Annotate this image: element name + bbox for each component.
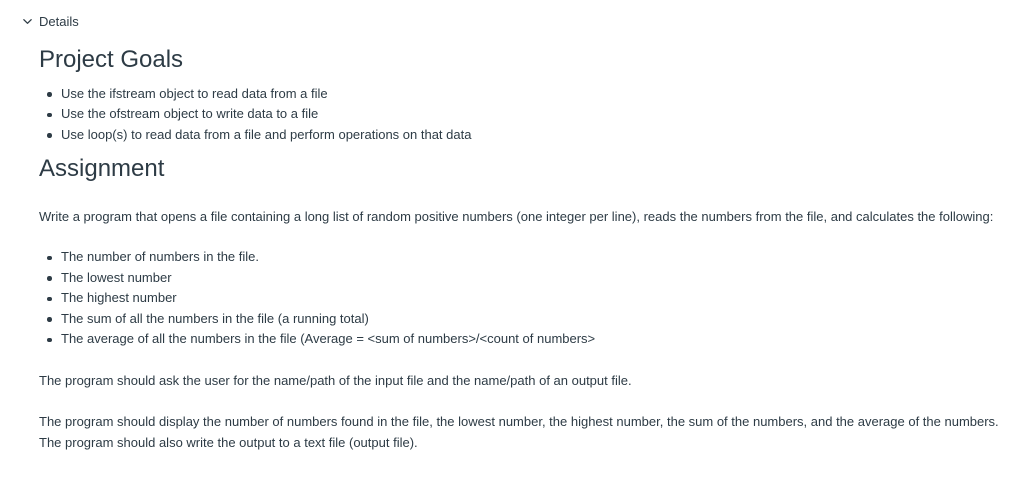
input-output-paragraph: The program should ask the user for the name/path of the input file and the name/path of an output file. [39,372,632,388]
details-toggle[interactable] [22,14,79,29]
list-item: The average of all the numbers in the file (Average = <sum of numbers>/<count of numbers> [61,329,999,350]
project-goals-list [39,84,999,146]
assignment-intro: Write a program that opens a file containing a long list of random positive numbers (one integer per line), reads the numbers from the file, and calculates the following: [39,209,994,225]
list-item: The number of numbers in the file. [61,247,999,268]
details-content [39,44,999,453]
chevron-down-icon [22,16,33,27]
assignment-heading: Assignment [39,155,165,183]
list-item: Use loop(s) to read data from a file and perform operations on that data [61,125,999,146]
requirements-list [39,247,999,350]
list-item: Use the ofstream object to write data to a file [61,104,999,125]
list-item: The highest number [61,288,999,309]
list-item: The sum of all the numbers in the file (a running total) [61,309,999,330]
list-item: Use the ifstream object to read data from a file [61,84,999,105]
display-output-paragraph: The program should display the number of numbers found in the file, the lowest number, the highest number, the sum of the numbers, and the average of the numbers. The program should also write the output to a text file (output file). [39,413,999,450]
project-goals-heading: Project Goals [39,46,184,73]
details-toggle-label: Details [39,14,79,29]
list-item: The lowest number [61,268,999,289]
